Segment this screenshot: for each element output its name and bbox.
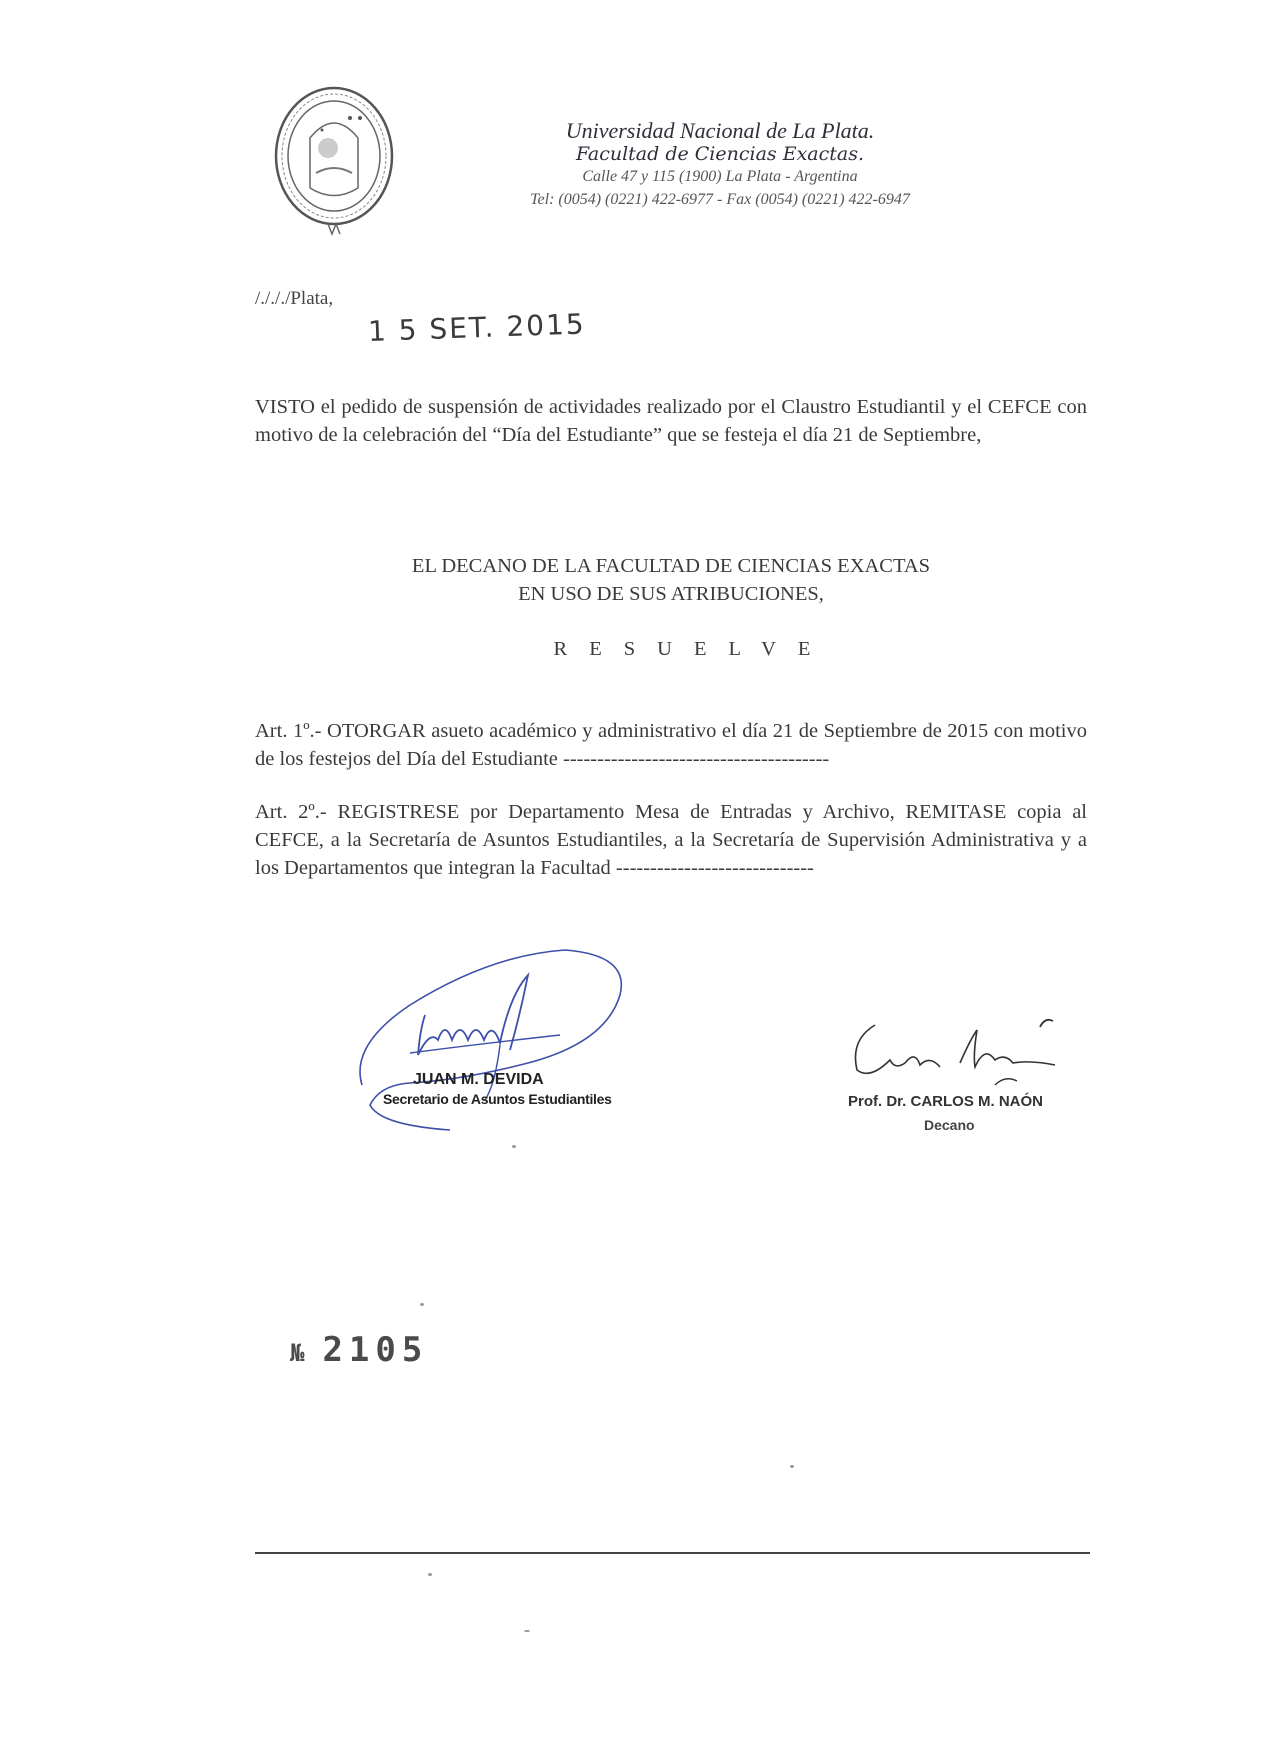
scan-speck — [420, 1303, 424, 1306]
university-seal-icon — [270, 78, 398, 238]
faculty-name: Facultad de Ciencias Exactas. — [575, 143, 865, 165]
left-signer-name: JUAN M. DEVIDA — [413, 1071, 544, 1088]
scan-speck — [512, 1145, 516, 1148]
article-1: Art. 1º.- OTORGAR asueto académico y administrativo el día 21 de Septiembre de 2015 con motivo de los festejos del Día del Estudiante --------------------------------------- — [255, 720, 1087, 770]
resuelve-heading: RESUELVE — [553, 638, 833, 660]
decano-heading-line1: EL DECANO DE LA FACULTAD DE CIENCIAS EXACTAS — [411, 555, 931, 577]
phone-fax: Tel: (0054) (0221) 422-6977 - Fax (0054) (0221) 422-6947 — [530, 191, 910, 208]
footer-rule — [255, 1552, 1090, 1554]
decano-heading-line2: EN USO DE SUS ATRIBUCIONES, — [518, 583, 824, 605]
scan-speck — [524, 1630, 530, 1632]
right-signer-role: Decano — [924, 1117, 975, 1133]
date-stamp: 1 5 SET. 2015 — [367, 307, 587, 348]
scan-speck — [790, 1465, 794, 1468]
article-2: Art. 2º.- REGISTRESE por Departamento Mesa de Entradas y Archivo, REMITASE copia al CEFCE, a la Secretaría de Asuntos Estudiantiles, a la Secretaría de Supervisión Administrativa y a los Departamentos que integran la Facultad ----------------------------- — [255, 801, 1087, 879]
resolution-number-value: 2105 — [322, 1330, 429, 1370]
university-name: Universidad Nacional de La Plata. — [565, 118, 875, 143]
visto-paragraph: VISTO el pedido de suspensión de actividades realizado por el Claustro Estudiantil y el CEFCE con motivo de la celebración del “Día del Estudiante” que se festeja el día 21 de Septiembre, — [255, 396, 1087, 446]
number-sign: № — [290, 1339, 305, 1367]
address: Calle 47 y 115 (1900) La Plata - Argentina — [582, 168, 858, 185]
place-line: /./././Plata, — [255, 288, 334, 309]
resolution-number — [290, 1330, 428, 1370]
right-signer-name: Prof. Dr. CARLOS M. NAÓN — [848, 1093, 1044, 1110]
right-signature — [845, 1005, 1075, 1095]
left-signer-role: Secretario de Asuntos Estudiantiles — [383, 1091, 612, 1107]
scan-speck — [428, 1573, 432, 1576]
